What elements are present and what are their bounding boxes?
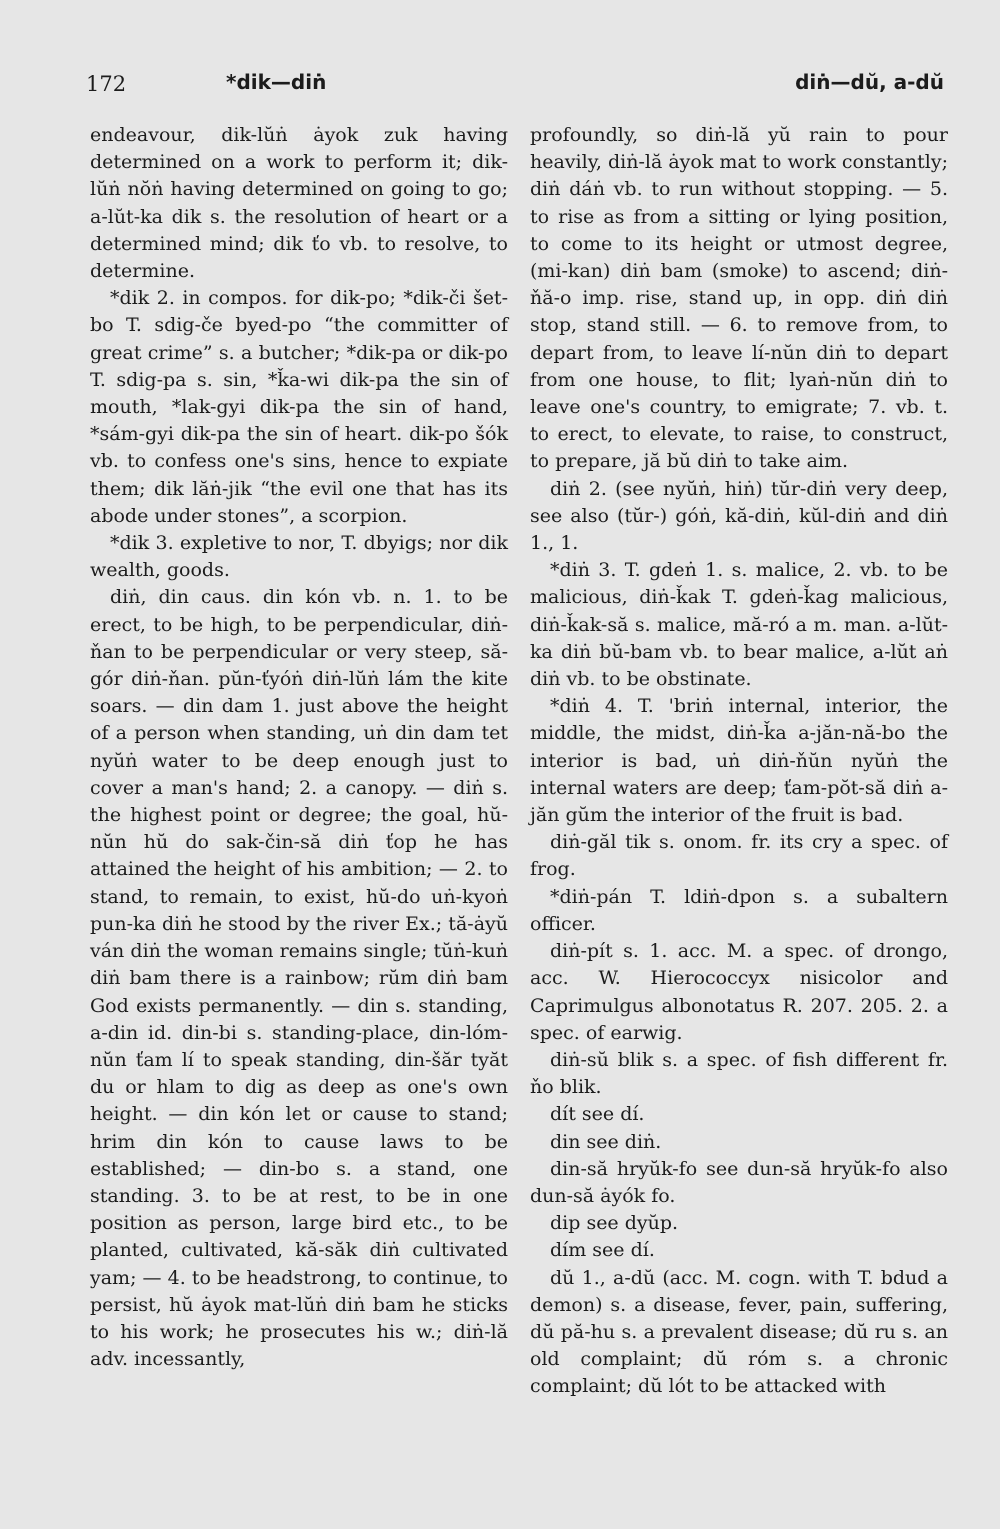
entry-paragraph: endeavour, dik-lŭṅ ȧyok zuk having determined on a work to perform it; dik-lŭṅ nŏṅ having determined on going to go; a-lŭt-ka dik s. the resolution of heart or a determined mind; dik ťo vb. to resolve, to determine.	[90, 124, 508, 283]
entry-paragraph: *dik 3. expletive to nor, T. dbyigs; nor dik wealth, goods.	[90, 532, 508, 582]
running-head-right: diṅ—dŭ, a-dŭ	[795, 70, 944, 94]
page-number: 172	[86, 72, 127, 96]
entry-paragraph: diṅ, din caus. din kón vb. n. 1. to be erect, to be high, to be perpendicular, diṅ-ňan to be perpendicular or very steep, să-gór diṅ-ňan. pŭn-ťyóṅ diṅ-lŭṅ lám the kite soars. — din dam 1. just above the height of a person when standing, uṅ din dam tet nyŭṅ water to be deep enough just to cover a man's hand; 2. a canopy. — diṅ s. the highest point or degree; the goal, hŭ-nŭn hŭ do sak-čin-să diṅ ťop he has attained the height of his ambition; — 2. to stand, to remain, to exist, hŭ-do uṅ-kyoṅ pun-ka diṅ he stood by the river Ex.; tă-ȧyŭ ván diṅ the woman remains single; tŭṅ-kuṅ diṅ bam there is a rainbow; rŭm diṅ bam God exists permanently. — din s. standing, a-din id. din-bi s. standing-place, din-lóm-nŭn ťam lí to speak standing, din-šăr tyăt du or hlam to dig as deep as one's own height. — din kón let or cause to stand; hrim din kón to cause laws to be established; — din-bo s. a stand, one standing. 3. to be at rest, to be in one position as person, large bird etc., to be planted, cultivated, kă-săk diṅ cultivated yam; — 4. to be headstrong, to continue, to persist, hŭ ȧyok mat-lŭṅ diṅ bam he sticks to his work; he prosecutes his w.; diṅ-lă adv. incessantly,	[90, 586, 508, 1371]
entry-paragraph: dím see dí.	[550, 1239, 655, 1262]
entry-paragraph: diṅ-sŭ blik s. a spec. of fish different fr. ňo blik.	[530, 1048, 948, 1099]
entry-paragraph: dŭ 1., a-dŭ (acc. M. cogn. with T. bdud a demon) s. a disease, fever, pain, suffering, dŭ pă-hu s. a prevalent disease; dŭ ru s. an old complaint; dŭ róm s. a chronic complaint; dŭ lót to be attacked with	[530, 1266, 948, 1398]
entry-paragraph: dít see dí.	[550, 1103, 645, 1126]
entry-paragraph: *diṅ 3. T. gdeṅ 1. s. malice, 2. vb. to be malicious, diṅ-ǩak T. gdeṅ-ǩag malicious, diṅ-ǩak-să s. malice, mă-ró a m. man. a-lŭt-ka diṅ bŭ-bam vb. to bear malice, a-lŭt aṅ diṅ vb. to be obstinate.	[530, 559, 948, 691]
entry-paragraph: dip see dyŭp.	[550, 1212, 679, 1235]
left-column	[90, 122, 508, 1373]
entry-paragraph: profoundly, so diṅ-lă yŭ rain to pour heavily, diṅ-lă ȧyok mat to work constantly; diṅ dáṅ vb. to run without stopping. — 5. to rise as from a sitting or lying position, to come to its height or utmost degree, (mi-kan) diṅ bam (smoke) to ascend; diṅ-ňă-o imp. rise, stand up, in opp. diṅ diṅ stop, stand still. — 6. to remove from, to depart from, to leave lí-nŭn diṅ to depart from one house, to flit; lyaṅ-nŭn diṅ to leave one's country, to emigrate; 7. vb. t. to erect, to elevate, to raise, to construct, to prepare, jă bŭ diṅ to take aim.	[530, 124, 948, 473]
page-header	[86, 66, 966, 102]
entry-paragraph: diṅ-găl tik s. onom. fr. its cry a spec. of frog.	[530, 831, 948, 881]
entry-paragraph: *diṅ-pán T. ldiṅ-dpon s. a subaltern officer.	[530, 885, 948, 935]
entry-paragraph: *dik 2. in compos. for dik-po; *dik-či šet-bo T. sdig-če byed-po “the committer of great crime” s. a butcher; *dik-pa or dik-po T. sdig-pa s. sin, *ǩa-wi dik-pa the sin of mouth, *lak-gyi dik-pa the sin of hand, *sám-gyi dik-pa the sin of heart. dik-po šók vb. to confess one's sins, hence to expiate them; dik lăṅ-jik “the evil one that has its abode under stones”, a scorpion.	[90, 287, 508, 527]
running-head-left: *dik—diṅ	[226, 70, 327, 94]
entry-paragraph: din see diṅ.	[550, 1130, 662, 1153]
entry-paragraph: diṅ 2. (see nyŭṅ, hiṅ) tŭr-diṅ very deep, see also (tŭr-) góṅ, kă-diṅ, kŭl-diṅ and diṅ 1., 1.	[530, 477, 948, 555]
right-column	[530, 122, 948, 1401]
entry-paragraph: din-să hryŭk-fo see dun-să hryŭk-fo also dun-să ȧyók fo.	[530, 1157, 948, 1207]
entry-paragraph: *diṅ 4. T. 'briṅ internal, interior, the middle, the midst, diṅ-ǩa a-jăn-nă-bo the interior is bad, uṅ diṅ-ňŭn nyŭṅ the internal waters are deep; ťam-pŏt-să diṅ a-jăn gŭm the interior of the fruit is bad.	[530, 695, 948, 827]
entry-paragraph: diṅ-pít s. 1. acc. M. a spec. of drongo, acc. W. Hierococcyx nisicolor and Caprimulgus albonotatus R. 207. 205. 2. a spec. of earwig.	[530, 940, 948, 1044]
